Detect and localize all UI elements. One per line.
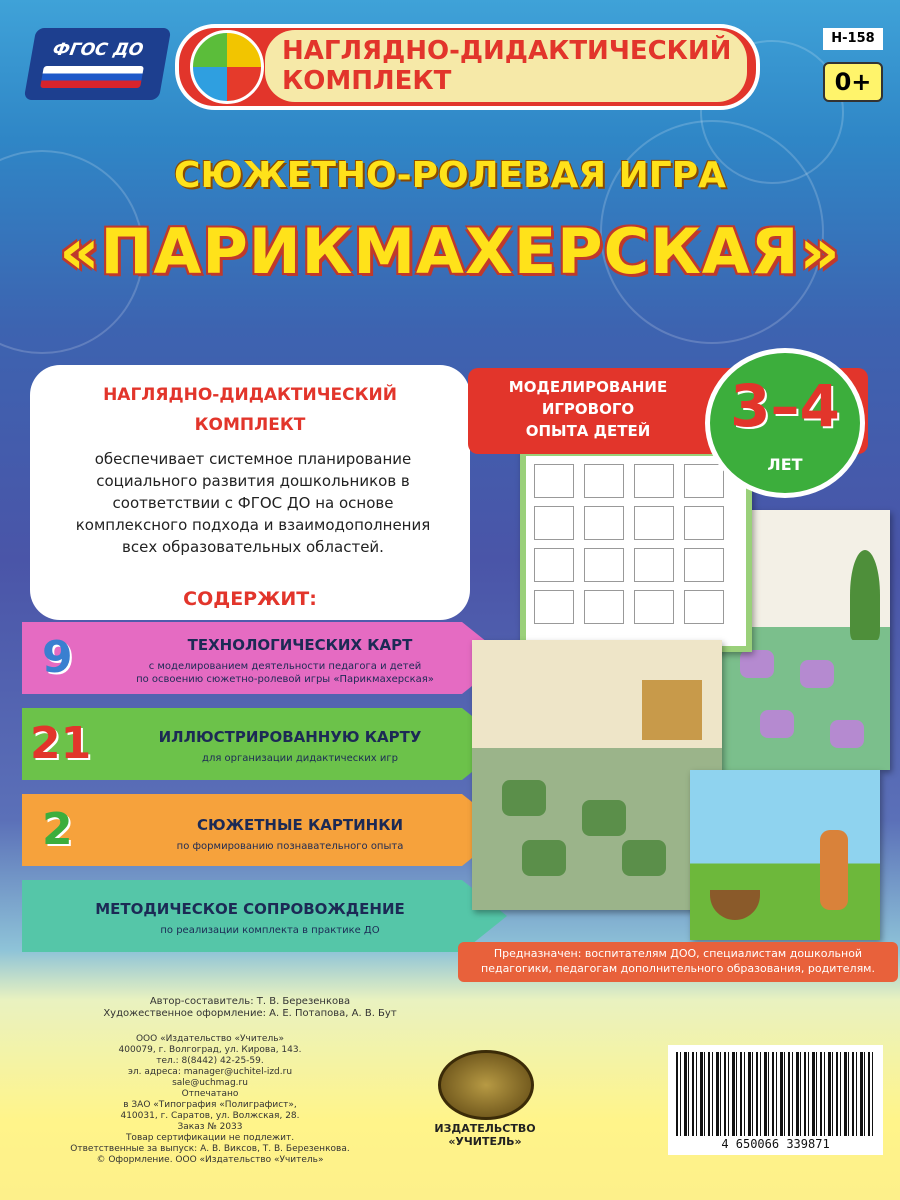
barcode-number: 4 650066 339871 [721, 1137, 830, 1151]
item-number: 9 [42, 632, 73, 683]
product-code: Н-158 [823, 28, 883, 50]
picture-card-grid [520, 450, 752, 652]
barcode-bars [676, 1052, 876, 1136]
jar-icon [584, 506, 624, 540]
item-heading: СЮЖЕТНЫЕ КАРТИНКИ [196, 816, 404, 834]
publisher-logo-icon [438, 1050, 534, 1120]
chair-icon [502, 780, 546, 816]
imprint-line: Отпечатано [181, 1089, 239, 1099]
boy-figure-icon [820, 830, 848, 910]
spray-icon [684, 590, 724, 624]
imprint-line: 410031, г. Саратов, ул. Волжская, 28. [120, 1111, 300, 1121]
item-subtitle: по реализации комплекта в практике ДО [160, 925, 380, 936]
salon-illustration-2 [472, 640, 722, 910]
item-subtitle [115, 660, 455, 686]
publisher-name-line1: ИЗДАТЕЛЬСТВО [434, 1122, 536, 1135]
mirror-icon [634, 590, 674, 624]
age-rating-badge: 0+ [823, 62, 883, 102]
chair-icon [622, 840, 666, 876]
credits [40, 996, 460, 1020]
title-line1: СЮЖЕТНО-РОЛЕВАЯ ИГРА [174, 155, 726, 196]
age-unit: ЛЕТ [767, 455, 803, 474]
first-aid-icon [684, 506, 724, 540]
imprint [60, 1034, 360, 1166]
russian-flag-icon [40, 66, 144, 88]
age-block-line3: ОПЫТА ДЕТЕЙ [525, 422, 651, 440]
item-heading: МЕТОДИЧЕСКОЕ СОПРОВОЖДЕНИЕ [95, 900, 405, 918]
title-line2: «ПАРИКМАХЕРСКАЯ» [59, 215, 841, 288]
hairdryer-icon [634, 464, 674, 498]
item-number: 2 [42, 804, 73, 855]
plant-icon [850, 550, 880, 640]
fgos-badge [24, 28, 172, 100]
item-subtitle-line2: по освоению сюжетно-ролевой игры «Парикмахерская» [136, 674, 434, 685]
age-block-text [478, 376, 698, 442]
iodine-icon [534, 590, 574, 624]
chair-icon [522, 840, 566, 876]
imprint-line: эл. адреса: manager@uchitel-izd.ru [127, 1067, 293, 1077]
fgos-badge-label: ФГОС ДО [51, 40, 145, 60]
publisher-name-line2: «УЧИТЕЛЬ» [448, 1135, 522, 1148]
imprint-line: sale@uchmag.ru [172, 1078, 248, 1088]
item-subtitle: по формированию познавательного опыта [176, 841, 404, 852]
basket-icon [710, 890, 760, 920]
credits-author: Автор-составитель: Т. В. Березенкова [149, 996, 351, 1007]
panel-text: обеспечивает системное планирование социального развития дошкольников в соответствии с ФГОС ДО на основе комплексного подхода и взаимодополнения всех образовательных областей. [75, 450, 431, 556]
series-banner-line1: НАГЛЯДНО-ДИДАКТИЧЕСКИЙ [282, 36, 732, 66]
publisher-name [395, 1122, 575, 1148]
cotton-icon [584, 464, 624, 498]
chair-icon [800, 660, 834, 688]
contains-label: СОДЕРЖИТ: [183, 588, 317, 610]
hot-water-bottle-icon [584, 590, 624, 624]
imprint-line: Ответственные за выпуск: А. В. Виксов, Т. В. Березенкова. [70, 1144, 350, 1154]
window-icon [642, 680, 702, 740]
razor-icon [684, 548, 724, 582]
imprint-line: ООО «Издательство «Учитель» [135, 1034, 285, 1044]
credits-artists: Художественное оформление: А. Е. Потапова, А. В. Бут [103, 1008, 397, 1019]
item-subtitle: для организации дидактических игр [202, 753, 398, 764]
item-heading: ИЛЛЮСТРИРОВАННУЮ КАРТУ [158, 728, 422, 746]
comb-icon [534, 464, 574, 498]
panel-title-line2: КОМПЛЕКТ [194, 415, 306, 435]
imprint-line: 400079, г. Волгоград, ул. Кирова, 143. [118, 1045, 302, 1055]
chair-icon [740, 650, 774, 678]
outdoor-scene-illustration [690, 770, 880, 940]
audience-text [462, 946, 894, 976]
chair-icon [830, 720, 864, 748]
item-heading: ТЕХНОЛОГИЧЕСКИХ КАРТ [187, 636, 413, 654]
bandage-icon [634, 548, 674, 582]
imprint-line: тел.: 8(8442) 42-25-59. [156, 1056, 264, 1066]
brush-icon [584, 548, 624, 582]
series-banner-line2: КОМПЛЕКТ [282, 66, 452, 96]
age-block-line1: МОДЕЛИРОВАНИЕ [508, 378, 668, 396]
beach-ball-icon [190, 30, 264, 104]
age-range: 3–4 [730, 372, 840, 440]
age-block-line2: ИГРОВОГО [541, 400, 635, 418]
series-banner-title [282, 36, 742, 96]
scissors-icon [634, 506, 674, 540]
chair-icon [582, 800, 626, 836]
imprint-line: Товар сертификации не подлежит. [125, 1133, 295, 1143]
imprint-line: Заказ № 2033 [177, 1122, 243, 1132]
item-subtitle-line1: с моделированием деятельности педагога и детей [148, 661, 422, 672]
panel-title-line1: НАГЛЯДНО-ДИДАКТИЧЕСКИЙ [103, 385, 397, 405]
imprint-line: © Оформление. ООО «Издательство «Учитель» [96, 1155, 324, 1165]
audience-line1: Предназначен: воспитателям ДОО, специалистам дошкольной [493, 947, 863, 960]
panel-title [30, 380, 470, 440]
bottle-icon [534, 506, 574, 540]
item-number: 21 [30, 718, 92, 769]
robe-icon [534, 548, 574, 582]
audience-line2: педагогики, педагогам дополнительного образования, родителям. [481, 962, 875, 975]
chair-icon [760, 710, 794, 738]
imprint-line: в ЗАО «Типография «Полиграфист», [123, 1100, 297, 1110]
